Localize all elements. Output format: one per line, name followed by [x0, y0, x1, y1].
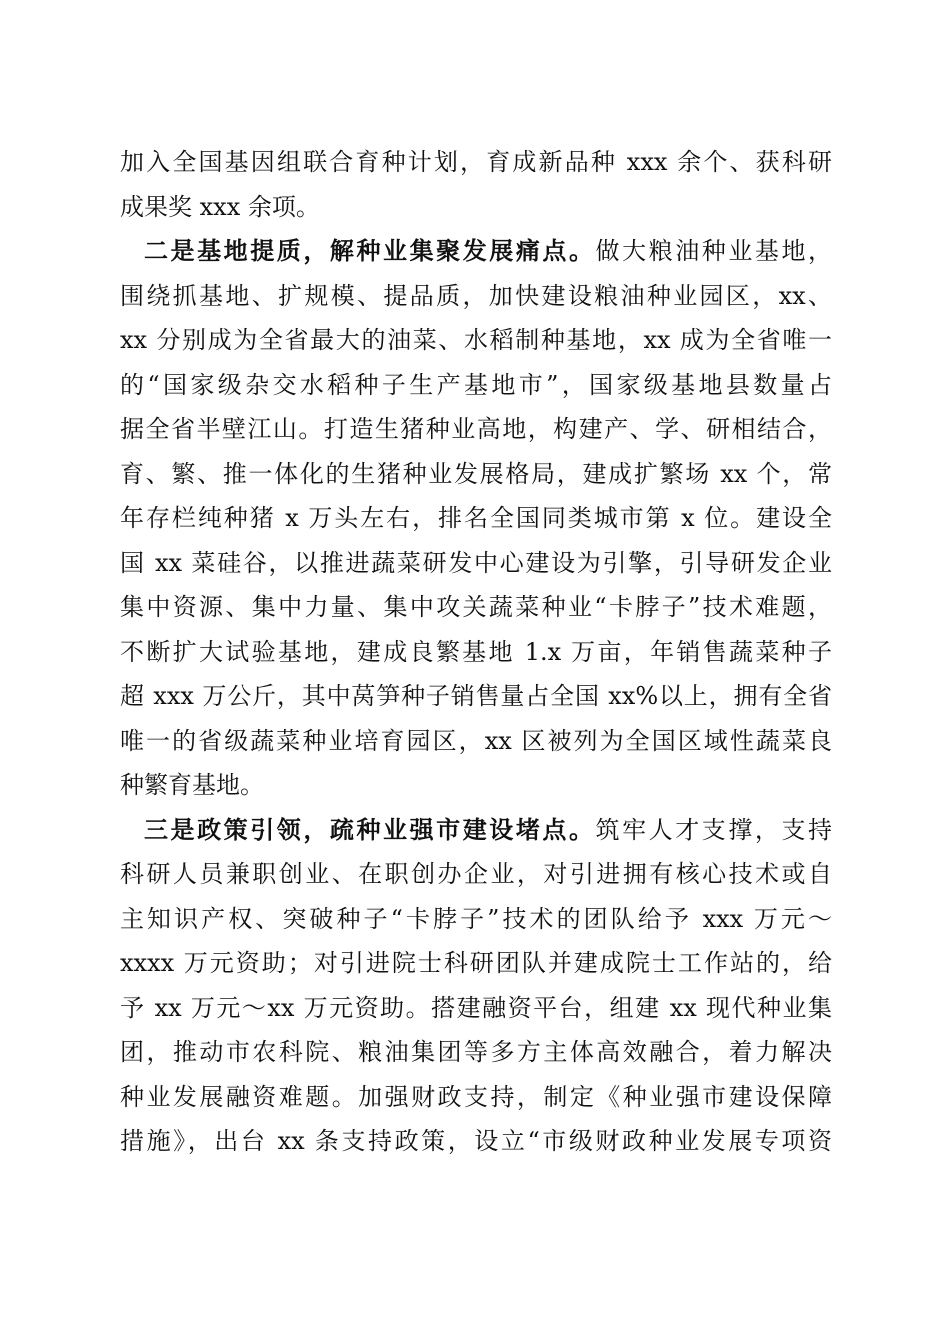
- paragraph-2-line-11: 超 xxx 万公斤，其中莴笋种子销售量占全国 xx%以上，拥有全省: [120, 682, 832, 710]
- paragraph-1-line-2: 成果奖 xxx 余项。: [120, 192, 320, 221]
- paragraph-2-line-4: 的“国家级杂交水稻种子生产基地市”，国家级基地县数量占: [120, 370, 832, 399]
- paragraph-3-line-8: 措施》，出台 xx 条支持政策，设立“市级财政种业发展专项资: [120, 1127, 832, 1155]
- paragraph-3-line-7: 种业发展融资难题。加强财政支持，制定《种业强市建设保障: [120, 1082, 832, 1111]
- paragraph-2-heading: 二是基地提质，解种业集聚发展痛点。: [144, 236, 596, 265]
- paragraph-2-line-9: 集中资源、集中力量、集中攻关蔬菜种业“卡脖子”技术难题，: [120, 593, 832, 621]
- paragraph-2-line-3: xx 分别成为全省最大的油菜、水稻制种基地，xx 成为全省唯一: [120, 326, 832, 354]
- paragraph-3-line-3: 主知识产权、突破种子“卡脖子”技术的团队给予 xxx 万元～: [120, 904, 832, 933]
- paragraph-2-line-6: 育、繁、推一体化的生猪种业发展格局，建成扩繁场 xx 个，常: [120, 459, 832, 488]
- paragraph-2-line-10: 不断扩大试验基地，建成良繁基地 1.x 万亩，年销售蔬菜种子: [120, 637, 832, 666]
- paragraph-3-first-line-rest: 筑牢人才支撑，支持: [595, 815, 833, 844]
- paragraph-2-line-8: 国 xx 菜硅谷，以推进蔬菜研发中心建设为引擎，引导研发企业: [120, 548, 832, 577]
- paragraph-2-first-line: [120, 229, 832, 274]
- paragraph-3-line-5: 予 xx 万元～xx 万元资助。搭建融资平台，组建 xx 现代种业集: [120, 993, 832, 1022]
- paragraph-3-line-6: 团，推动市农科院、粮油集团等多方主体高效融合，着力解决: [120, 1038, 832, 1066]
- paragraph-3-line-4: xxxx 万元资助；对引进院士科研团队并建成院士工作站的，给: [120, 949, 832, 977]
- paragraph-2-line-13: 种繁育基地。: [120, 771, 264, 799]
- paragraph-2-first-line-rest: 做大粮油种业基地，: [595, 237, 833, 265]
- paragraph-2-line-7: 年存栏纯种猪 x 万头左右，排名全国同类城市第 x 位。建设全: [120, 504, 832, 532]
- paragraph-3-heading: 三是政策引领，疏种业强市建设堵点。: [144, 814, 596, 844]
- body-text: [120, 140, 832, 1164]
- paragraph-3-line-2: 科研人员兼职创业、在职创办企业，对引进拥有核心技术或自: [120, 860, 832, 888]
- paragraph-3-first-line: [120, 808, 832, 853]
- paragraph-2-line-5: 据全省半壁江山。打造生猪种业高地，构建产、学、研相结合，: [120, 415, 832, 443]
- paragraph-2-line-12: 唯一的省级蔬菜种业培育园区，xx 区被列为全国区域性蔬菜良: [120, 726, 832, 755]
- paragraph-1-line-1: 加入全国基因组联合育种计划，育成新品种 xxx 余个、获科研: [120, 148, 832, 176]
- paragraph-2-line-2: 围绕抓基地、扩规模、提品质，加快建设粮油种业园区，xx、: [120, 281, 832, 310]
